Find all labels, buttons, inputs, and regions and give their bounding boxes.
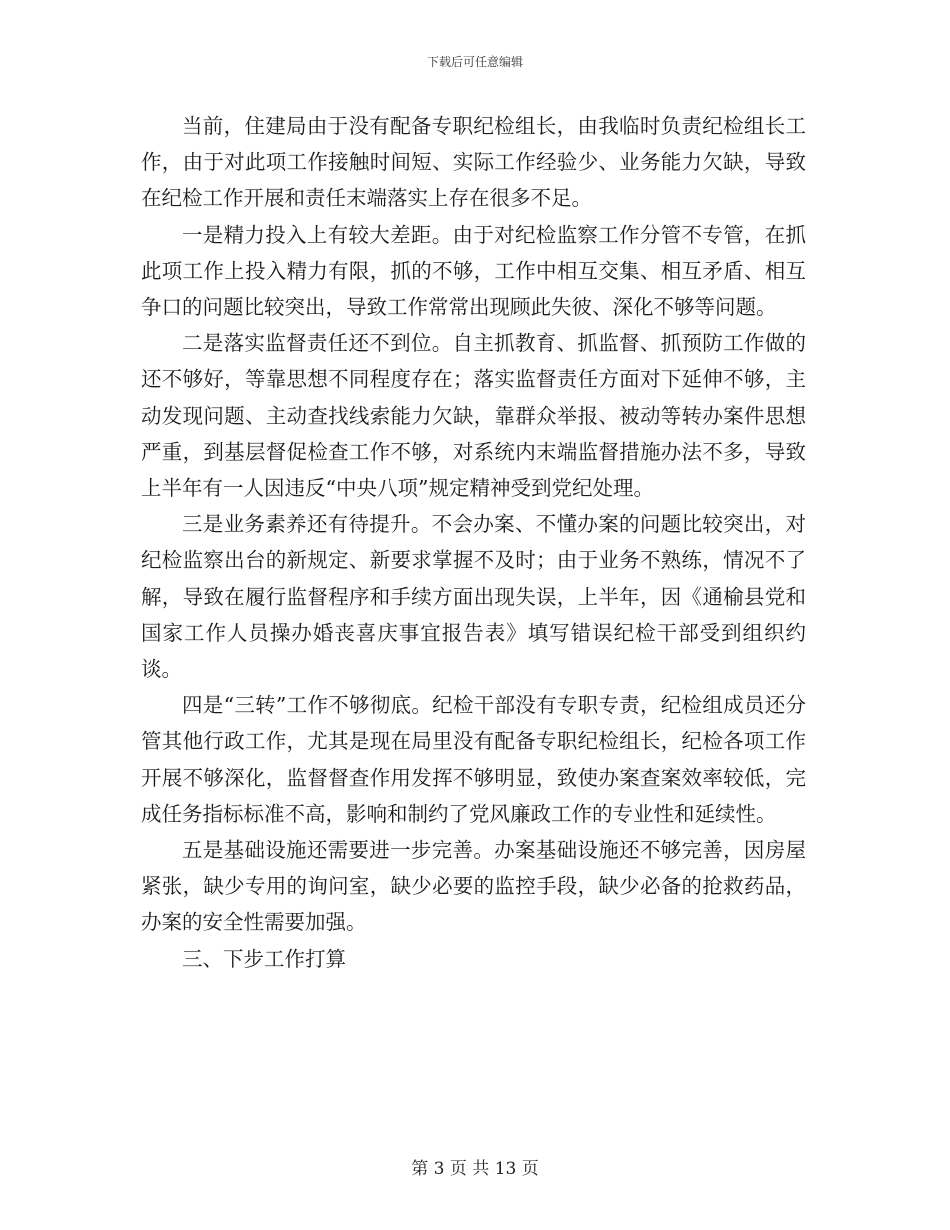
paragraph-issue-1: 一是精力投入上有较大差距。由于对纪检监察工作分管不专管，在抓此项工作上投入精力有限，抓的不够，工作中相互交集、相互矛盾、相互争口的问题比较突出，导致工作常常出现顾此失彼、深化不够等问题。	[141, 222, 806, 320]
paragraph-issue-4: 四是“三转”工作不够彻底。纪检干部没有专职专责，纪检组成员还分管其他行政工作，尤其是现在局里没有配备专职纪检组长，纪检各项工作开展不够深化，监督督查作用发挥不够明显，致使办案查案效率较低，完成任务指标标准不高，影响和制约了党风廉政工作的专业性和延续性。	[141, 693, 806, 826]
paragraph-issue-3: 三是业务素养还有待提升。不会办案、不懂办案的问题比较突出，对纪检监察出台的新规定、新要求掌握不及时；由于业务不熟练，情况不了解，导致在履行监督程序和手续方面出现失误，上半年，因《通榆县党和国家工作人员操办婚丧喜庆事宜报告表》填写错误纪检干部受到组织约谈。	[141, 512, 806, 682]
page-header: 下载后可任意编辑	[426, 55, 523, 69]
paragraph-intro: 当前，住建局由于没有配备专职纪检组长，由我临时负责纪检组长工作，由于对此项工作接触时间短、实际工作经验少、业务能力欠缺，导致在纪检工作开展和责任末端落实上存在很多不足。	[141, 114, 806, 211]
paragraph-issue-5: 五是基础设施还需要进一步完善。办案基础设施还不够完善，因房屋紧张，缺少专用的询问室，缺少必要的监控手段，缺少必备的抢救药品，办案的安全性需要加强。	[141, 838, 806, 935]
section-heading: 三、下步工作打算	[182, 946, 346, 971]
paragraph-issue-2: 二是落实监督责任还不到位。自主抓教育、抓监督、抓预防工作做的还不够好，等靠思想不同程度存在；落实监督责任方面对下延伸不够，主动发现问题、主动查找线索能力欠缺，靠群众举报、被动等转办案件思想严重，到基层督促检查工作不够，对系统内末端监督措施办法不多，导致上半年有一人因违反“中央八项”规定精神受到党纪处理。	[141, 331, 806, 501]
page-footer: 第 3 页 共 13 页	[411, 1159, 539, 1179]
document-body	[141, 108, 806, 977]
